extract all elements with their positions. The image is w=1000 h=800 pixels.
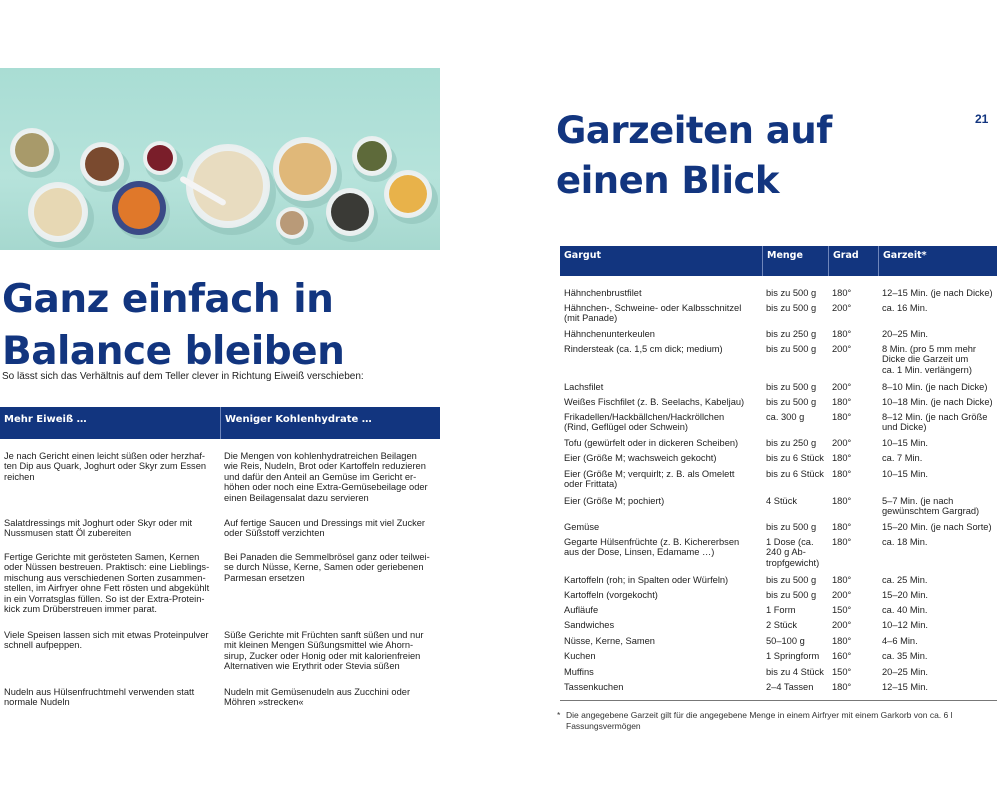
fewer-carbs-tip: Bei Panaden die Semmelbrösel ganz oder teilwei- se durch Nüsse, Kerne, Samen oder geriebenen Parmesan ersetzen: [224, 552, 430, 583]
row-gargut: Rindersteak (ca. 1,5 cm dick; medium): [564, 344, 723, 354]
row-gargut: Eier (Größe M; pochiert): [564, 496, 665, 506]
page-number: 21: [975, 112, 989, 126]
row-menge: 1 Form: [766, 605, 796, 615]
footnote-marker: *: [557, 710, 561, 720]
left-title-line-2: Balance bleiben: [2, 329, 345, 374]
row-gargut: Gemüse: [564, 522, 600, 532]
row-gargut: Kuchen: [564, 651, 596, 661]
row-grad: 180°: [832, 682, 852, 692]
left-title-line-1: Ganz einfach in: [2, 277, 334, 322]
row-grad: 180°: [832, 575, 852, 585]
row-gargut: Nüsse, Kerne, Samen: [564, 636, 655, 646]
header-grad: Grad: [828, 246, 878, 276]
more-protein-tip: Nudeln aus Hülsenfruchtmehl verwenden statt normale Nudeln: [4, 687, 195, 708]
row-menge: bis zu 500 g: [766, 397, 817, 407]
row-garzeit: 12–15 Min.: [882, 682, 928, 692]
row-gargut: Eier (Größe M; verquirlt; z. B. als Omelett oder Frittata): [564, 469, 735, 490]
row-menge: bis zu 250 g: [766, 438, 817, 448]
row-garzeit: 10–15 Min.: [882, 469, 928, 479]
row-menge: bis zu 500 g: [766, 522, 817, 532]
more-protein-tip: Salatdressings mit Joghurt oder Skyr oder mit Nussmusen statt Öl zubereiten: [4, 518, 193, 539]
row-garzeit: 15–20 Min. (je nach Sorte): [882, 522, 992, 532]
header-more-protein: Mehr Eiweiß …: [4, 414, 87, 425]
left-page-title: [2, 274, 432, 378]
row-gargut: Tofu (gewürfelt oder in dickeren Scheiben): [564, 438, 739, 448]
row-grad: 200°: [832, 344, 852, 354]
row-gargut: Weißes Fischfilet (z. B. Seelachs, Kabeljau): [564, 397, 745, 407]
row-grad: 200°: [832, 438, 852, 448]
header-garzeit: Garzeit*: [878, 246, 997, 276]
more-protein-tip: Fertige Gerichte mit gerösteten Samen, Kernen oder Nüssen bestreuen. Praktisch: eine Lieblings- mischung aus verschiedenen Sorten zusammen- stellen, im Airfryer ohne Fett rösten und abgekühlt in ein Vorratsglas füllen. So ist der Extra-Protein- kick zum Drüberstreuen immer parat.: [4, 552, 210, 615]
row-grad: 180°: [832, 453, 852, 463]
row-grad: 180°: [832, 537, 852, 547]
row-garzeit: 15–20 Min.: [882, 590, 928, 600]
footnote-text: Die angegebene Garzeit gilt für die angegebene Menge in einem Airfryer mit einem Garkorb von ca. 6 l Fassungsvermögen: [566, 710, 953, 731]
row-menge: 1 Dose (ca. 240 g Ab- tropfgewicht): [766, 537, 820, 568]
header-fewer-carbs: Weniger Kohlenhydrate …: [220, 407, 440, 439]
row-gargut: Tassenkuchen: [564, 682, 624, 692]
swap-row: [0, 552, 440, 614]
row-grad: 180°: [832, 288, 852, 298]
row-garzeit: 10–12 Min.: [882, 620, 928, 630]
row-menge: ca. 300 g: [766, 412, 805, 422]
row-gargut: Kartoffeln (roh; in Spalten oder Würfeln): [564, 575, 729, 585]
swap-row: [0, 687, 440, 708]
row-menge: 4 Stück: [766, 496, 798, 506]
row-grad: 180°: [832, 397, 852, 407]
row-grad: 180°: [832, 469, 852, 479]
cooking-table-header: [560, 246, 997, 276]
row-gargut: Hähnchen-, Schweine- oder Kalbsschnitzel (mit Panade): [564, 303, 742, 324]
bowls-illustration: [0, 68, 440, 250]
row-gargut: Sandwiches: [564, 620, 615, 630]
row-menge: bis zu 500 g: [766, 590, 817, 600]
row-garzeit: 8 Min. (pro 5 mm mehr Dicke die Garzeit um ca. 1 Min. verlängern): [882, 344, 977, 375]
row-grad: 200°: [832, 382, 852, 392]
row-grad: 150°: [832, 605, 852, 615]
row-garzeit: ca. 40 Min.: [882, 605, 928, 615]
row-gargut: Hähnchenunterkeulen: [564, 329, 655, 339]
row-gargut: Kartoffeln (vorgekocht): [564, 590, 658, 600]
row-garzeit: ca. 7 Min.: [882, 453, 923, 463]
row-grad: 200°: [832, 620, 852, 630]
right-title-line-2: einen Blick: [556, 159, 780, 202]
row-menge: bis zu 6 Stück: [766, 469, 824, 479]
row-grad: 180°: [832, 329, 852, 339]
fewer-carbs-tip: Die Mengen von kohlenhydratreichen Beilagen wie Reis, Nudeln, Brot oder Kartoffeln reduzieren und dafür den Anteil an Gemüse im Gericht er- höhen oder noch eine Extra-Gemüsebeilage oder einen Beilagensalat dazu servieren: [224, 451, 428, 503]
more-protein-tip: Viele Speisen lassen sich mit etwas Proteinpulver schnell aufpeppen.: [4, 630, 209, 651]
fewer-carbs-tip: Auf fertige Saucen und Dressings mit viel Zucker oder Süßstoff verzichten: [224, 518, 426, 539]
row-menge: bis zu 250 g: [766, 329, 817, 339]
row-menge: bis zu 500 g: [766, 382, 817, 392]
row-grad: 200°: [832, 590, 852, 600]
row-menge: bis zu 6 Stück: [766, 453, 824, 463]
row-grad: 160°: [832, 651, 852, 661]
row-menge: 2 Stück: [766, 620, 798, 630]
row-menge: 2–4 Tassen: [766, 682, 814, 692]
row-grad: 180°: [832, 636, 852, 646]
row-garzeit: 8–12 Min. (je nach Größe und Dicke): [882, 412, 988, 433]
row-garzeit: 5–7 Min. (je nach gewünschtem Gargrad): [882, 496, 980, 517]
row-menge: 1 Springform: [766, 651, 820, 661]
row-menge: bis zu 500 g: [766, 344, 817, 354]
table-bottom-rule: [560, 700, 997, 701]
row-grad: 200°: [832, 303, 852, 313]
row-menge: bis zu 4 Stück: [766, 667, 824, 677]
swap-row: [0, 518, 440, 539]
left-subtitle: So lässt sich das Verhältnis auf dem Teller clever in Richtung Eiweiß verschieben:: [2, 371, 364, 382]
row-garzeit: ca. 25 Min.: [882, 575, 928, 585]
right-page-title: [556, 106, 896, 206]
row-garzeit: ca. 35 Min.: [882, 651, 928, 661]
row-grad: 180°: [832, 496, 852, 506]
fewer-carbs-tip: Süße Gerichte mit Früchten sanft süßen und nur mit kleinen Mengen Süßungsmittel wie Ahorn- sirup, Zucker oder Honig oder mit kalorienfreien Alternativen wie Erythrit oder Stevia süßen: [224, 630, 424, 672]
food-photo: [0, 68, 440, 250]
row-gargut: Hähnchenbrustfilet: [564, 288, 642, 298]
row-gargut: Muffins: [564, 667, 594, 677]
row-gargut: Lachsfilet: [564, 382, 604, 392]
row-menge: bis zu 500 g: [766, 303, 817, 313]
row-grad: 180°: [832, 522, 852, 532]
row-menge: bis zu 500 g: [766, 288, 817, 298]
row-garzeit: ca. 18 Min.: [882, 537, 928, 547]
row-gargut: Gegarte Hülsenfrüchte (z. B. Kichererbsen aus der Dose, Linsen, Edamame …): [564, 537, 740, 558]
row-gargut: Frikadellen/Hackbällchen/Hackröllchen (Rind, Geflügel oder Schwein): [564, 412, 725, 433]
row-garzeit: 12–15 Min. (je nach Dicke): [882, 288, 993, 298]
swap-row: [0, 630, 440, 672]
row-gargut: Aufläufe: [564, 605, 599, 615]
row-garzeit: 20–25 Min.: [882, 667, 928, 677]
row-garzeit: 10–15 Min.: [882, 438, 928, 448]
row-garzeit: ca. 16 Min.: [882, 303, 928, 313]
row-garzeit: 20–25 Min.: [882, 329, 928, 339]
header-menge: Menge: [762, 246, 828, 276]
row-menge: bis zu 500 g: [766, 575, 817, 585]
fewer-carbs-tip: Nudeln mit Gemüsenudeln aus Zucchini oder Möhren »strecken«: [224, 687, 411, 708]
right-title-line-1: Garzeiten auf: [556, 109, 832, 152]
row-gargut: Eier (Größe M; wachsweich gekocht): [564, 453, 717, 463]
row-garzeit: 10–18 Min. (je nach Dicke): [882, 397, 993, 407]
swap-row: [0, 451, 440, 503]
swap-table-header: [0, 407, 440, 439]
row-grad: 180°: [832, 412, 852, 422]
row-garzeit: 8–10 Min. (je nach Dicke): [882, 382, 988, 392]
row-grad: 150°: [832, 667, 852, 677]
row-garzeit: 4–6 Min.: [882, 636, 918, 646]
row-menge: 50–100 g: [766, 636, 805, 646]
footnote: [557, 710, 987, 731]
header-gargut: Gargut: [564, 250, 601, 261]
more-protein-tip: Je nach Gericht einen leicht süßen oder herzhaf- ten Dip aus Quark, Joghurt oder Skyr zum Essen reichen: [4, 451, 207, 482]
